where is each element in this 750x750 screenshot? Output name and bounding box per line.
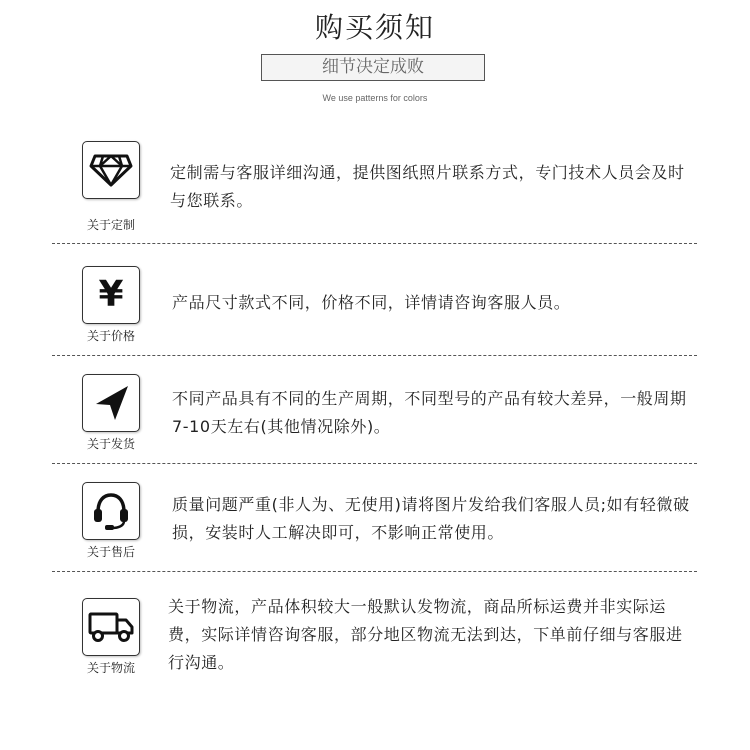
price-label: 关于价格 [86,329,135,343]
price-text: 产品尺寸款式不同，价格不同，详情请咨询客服人员。 [172,293,571,312]
page-title: 购买须知 [314,11,435,44]
logistics-label: 关于物流 [86,661,135,675]
divider [52,355,697,356]
yen-icon: ¥ [82,266,140,324]
divider [52,243,697,244]
delivery-truck-icon [82,598,140,656]
subtitle-banner: 细节决定成败 [261,54,485,81]
headset-icon [82,482,140,540]
shipping-label: 关于发货 [86,437,135,451]
after-sales-label: 关于售后 [86,545,135,559]
custom-text: 定制需与客服详细沟通，提供图纸照片联系方式，专门技术人员会及时与您联系。 [170,163,685,210]
after-sales-text: 质量问题严重(非人为、无使用)请将图片发给我们客服人员;如有轻微破损，安装时人工解决即可，不影响正常使用。 [172,495,690,542]
divider [52,571,697,572]
divider [52,463,697,464]
shipping-text: 不同产品具有不同的生产周期，不同型号的产品有较大差异，一般周期7-10天左右(其他情况除外)。 [172,389,687,436]
navigation-arrow-icon [82,374,140,432]
tagline: We use patterns for colors [322,93,428,103]
logistics-text: 关于物流，产品体积较大一般默认发物流，商品所标运费并非实际运费，实际详情咨询客服，部分地区物流无法到达，下单前仔细与客服进行沟通。 [168,597,683,672]
custom-label: 关于定制 [86,218,135,232]
diamond-icon [82,141,140,199]
